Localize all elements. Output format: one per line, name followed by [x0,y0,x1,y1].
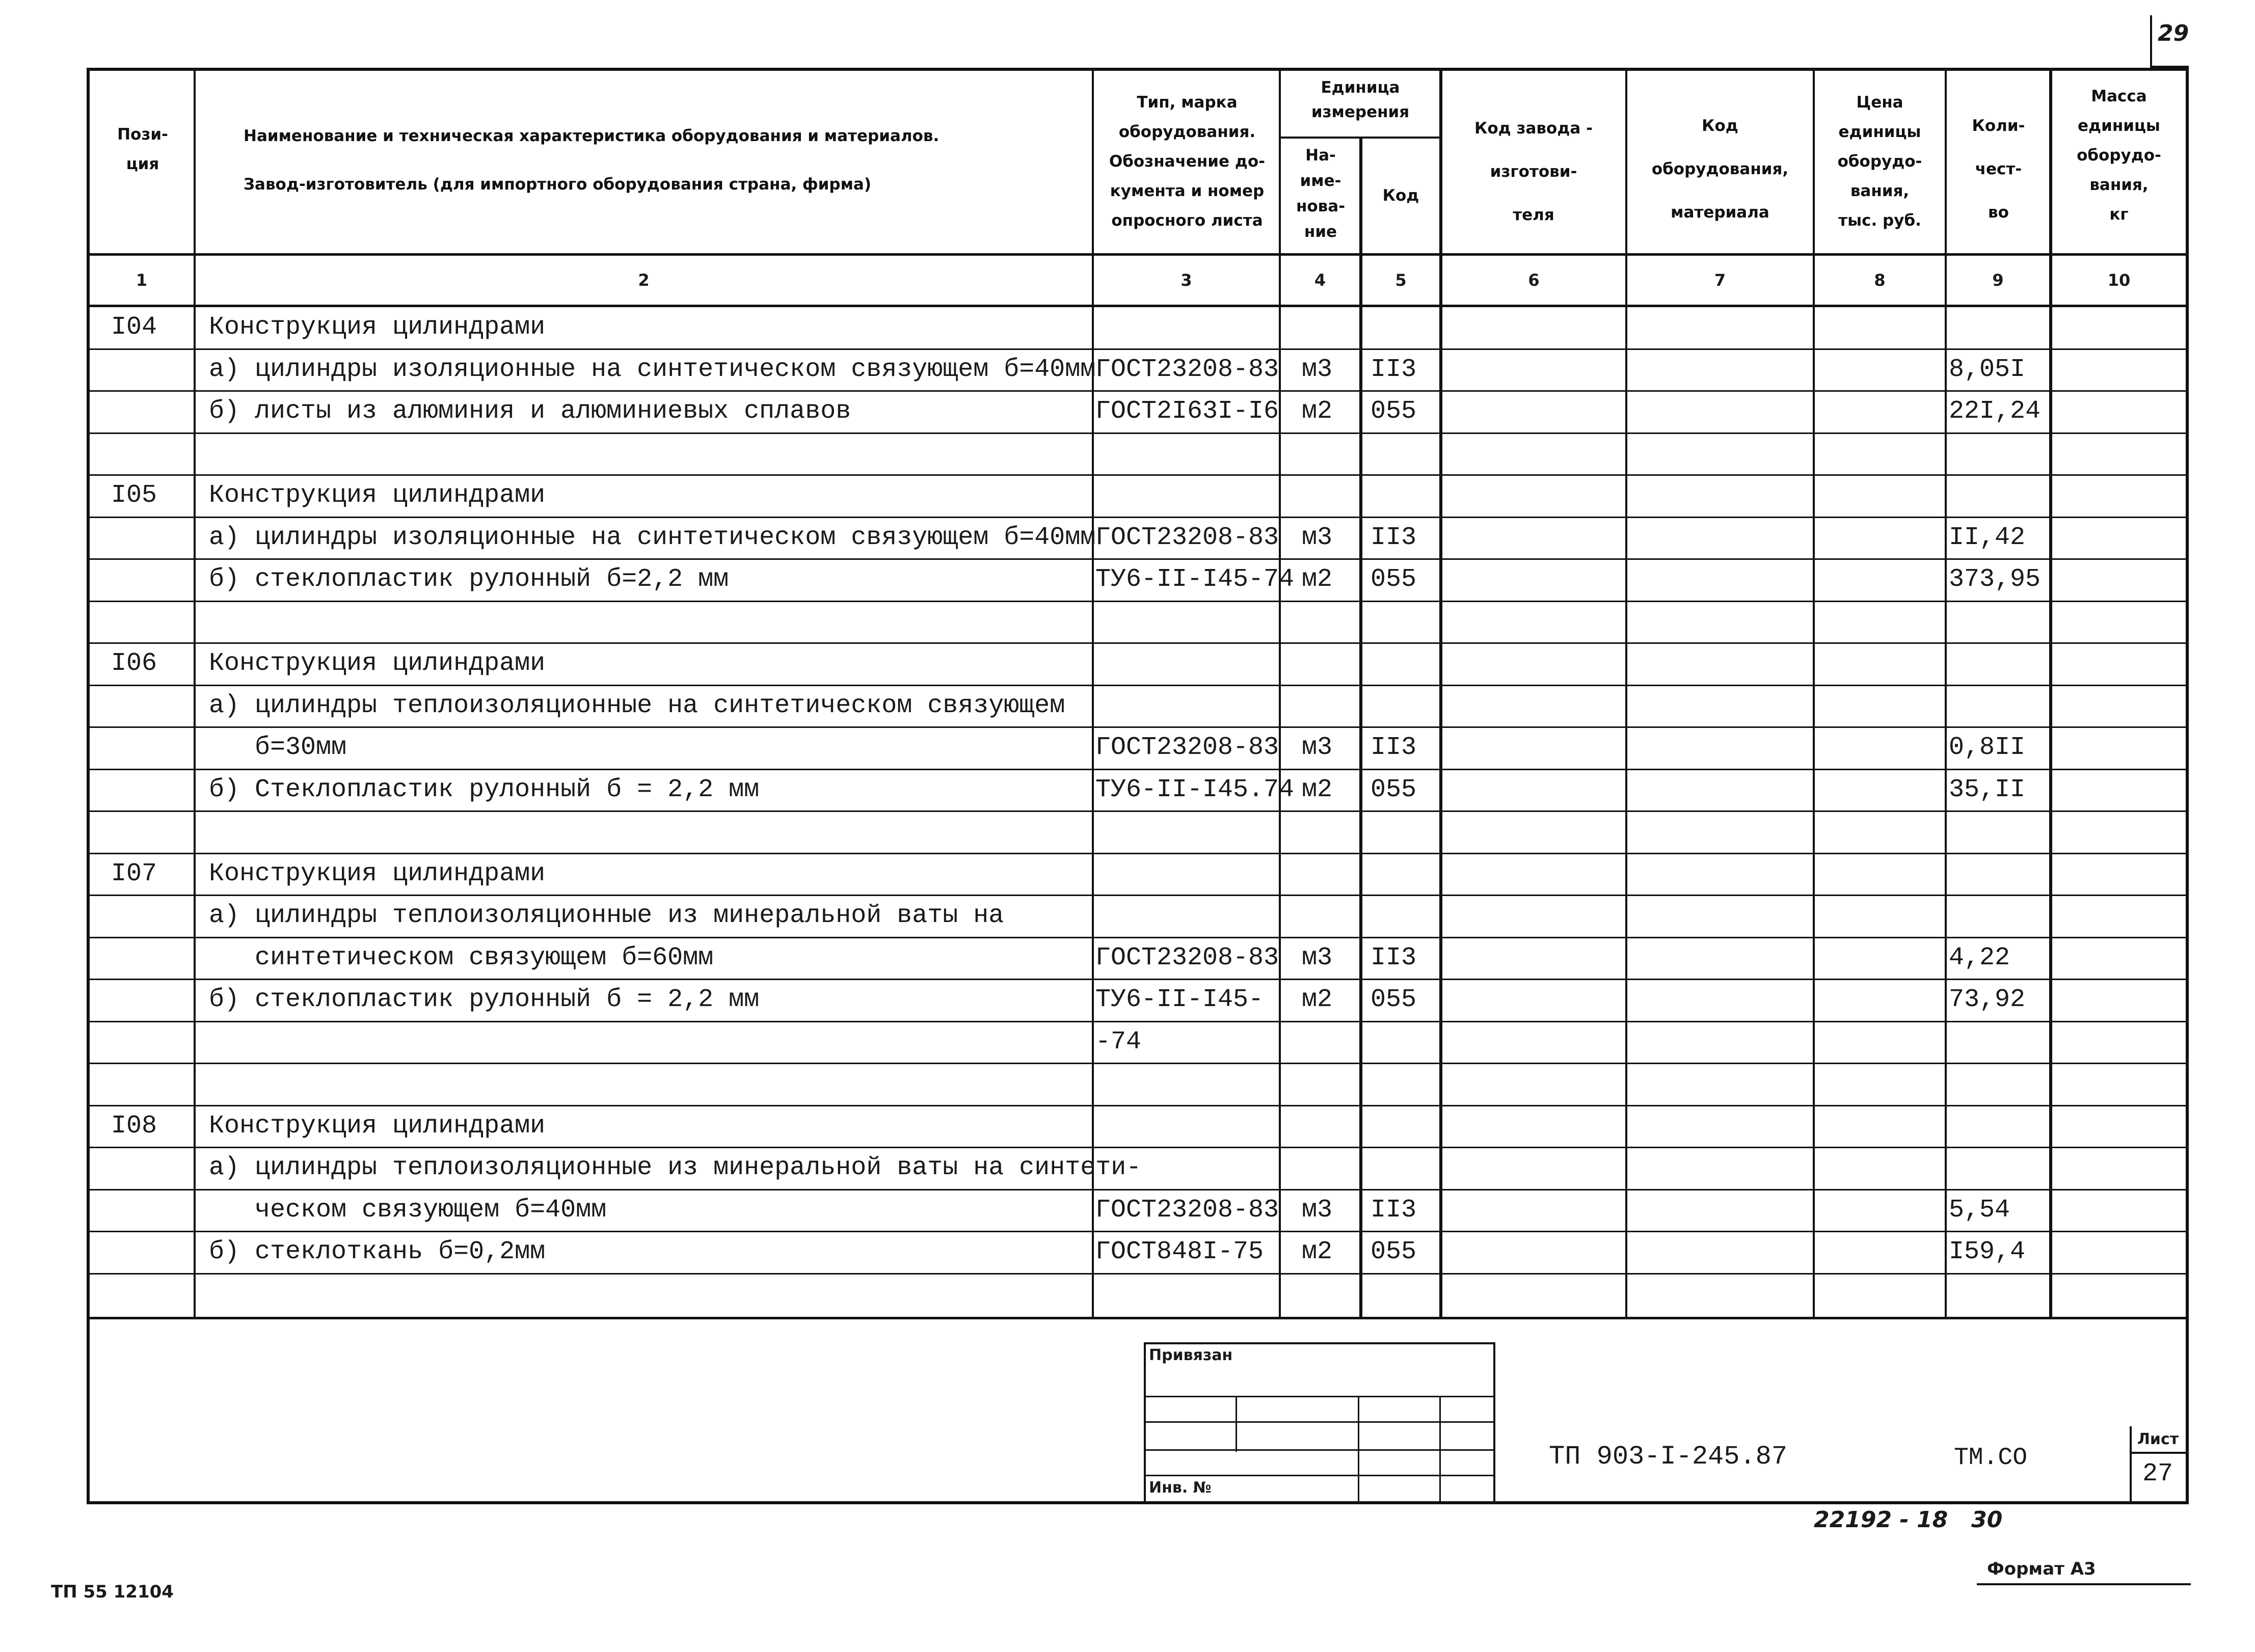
row-quantity: 73,92 [1949,985,2026,1014]
row-line [87,1147,2189,1148]
format-underline [1977,1583,2191,1585]
header-type-line-1: Тип, марка [1137,93,1238,112]
header-type-line-3: Обозначение до- [1109,152,1266,171]
row-name: Конструкция цилиндрами [209,481,546,510]
row-quantity: 8,05I [1949,355,2026,384]
format-label: Формат А3 [1987,1559,2096,1579]
header-name [244,112,1084,209]
stamp-vline-1 [1236,1396,1237,1452]
row-document: ГОСТ23208-83 [1095,733,1279,762]
row-document: ГОСТ2I63I-I6 [1095,397,1279,426]
header-mass-line-2: единицы [2078,117,2160,135]
row-code: II3 [1371,943,1417,972]
header-name-line-1: Наименование и техническая характеристика оборудования и материалов. [244,127,939,145]
col-divider-6 [1625,68,1627,1318]
header-unit-name-line-4: ние [1304,223,1337,241]
header-mass-line-5: кг [2109,205,2129,224]
stamp-line-3 [1144,1449,1495,1451]
row-line [87,937,2189,938]
row-code: 055 [1371,775,1417,804]
header-price-line-4: вания, [1850,182,1910,200]
row-line [87,853,2189,854]
row-document: ГОСТ23208-83 [1095,943,1279,972]
stamp-line-2 [1144,1421,1495,1423]
row-line [87,517,2189,518]
col-divider-2 [1092,68,1094,1318]
row-unit: м2 [1302,775,1333,804]
header-type-line-2: оборудования. [1118,123,1256,141]
row-line [87,1063,2189,1064]
header-type-line-4: кумента и номер [1110,182,1265,200]
row-unit: м3 [1302,1196,1333,1225]
column-number-2: 2 [638,270,650,290]
row-line [87,390,2189,392]
corner-box-left [2150,15,2152,68]
header-unit-name-line-2: име- [1300,172,1341,190]
row-code: II3 [1371,733,1417,762]
row-document: -74 [1095,1027,1142,1057]
row-document: ТУ6-II-I45-74 [1095,565,1295,594]
header-price-line-3: оборудо- [1837,152,1922,171]
table-bottom-line [87,1317,2189,1319]
row-document: ГОСТ23208-83 [1095,355,1279,384]
row-quantity: 4,22 [1949,943,2010,972]
row-name: а) цилиндры теплоизоляционные на синтетическом связующем [209,691,1065,720]
header-quantity-line-1: Коли- [1972,117,2025,135]
row-position: I04 [111,313,157,342]
row-line [87,810,2189,812]
row-quantity: 22I,24 [1949,397,2041,426]
header-unit-group [1280,75,1441,124]
row-line [87,1273,2189,1275]
header-unit-name [1280,143,1361,245]
col-divider-4 [1359,137,1362,1318]
row-position: I08 [111,1112,157,1141]
header-mass-line-3: оборудо- [2077,146,2161,165]
row-code: II3 [1371,523,1417,552]
column-number-7: 7 [1714,270,1726,290]
header-mass-line-1: Масса [2091,87,2147,105]
col-divider-9 [2049,68,2052,1318]
col-divider-7 [1813,68,1815,1318]
column-number-4: 4 [1314,270,1326,290]
row-name: Конструкция цилиндрами [209,313,546,342]
header-type [1095,88,1279,235]
sheet-box-divider [2130,1452,2189,1454]
col-divider-1 [194,68,196,1318]
row-line [87,642,2189,644]
header-factory-line-2: изготови- [1490,163,1577,181]
row-name: а) цилиндры теплоизоляционные из минеральной ваты на [209,901,1004,930]
row-line [87,979,2189,980]
stamp-inv-label: Инв. № [1149,1479,1212,1497]
row-name: синтетическом связующем б=60мм [209,943,714,972]
row-document: ТУ6-II-I45.74 [1095,775,1295,804]
row-line [87,1231,2189,1232]
header-unit-code: Код [1382,186,1419,205]
header-mass-line-4: вания, [2089,176,2149,194]
row-line [87,1021,2189,1022]
handwritten-number: 22192 - 18 30 [1814,1507,2003,1533]
corner-sheet-number: 29 [2158,20,2189,46]
row-line [87,348,2189,350]
sheet-label: Лист [2137,1430,2179,1448]
row-name: а) цилиндры изоляционные на синтетическом связующем б=40мм [209,355,1096,384]
frame-right-border [2186,68,2189,1504]
column-number-8: 8 [1874,270,1886,290]
row-line [87,1189,2189,1190]
header-mass [2052,82,2186,229]
doc-section: ТМ.СО [1954,1444,2028,1472]
stamp-vline-3 [1439,1396,1441,1503]
row-quantity: II,42 [1949,523,2026,552]
row-unit: м2 [1302,397,1333,426]
row-name: а) цилиндры теплоизоляционные из минеральной ваты на синтети- [209,1153,1142,1182]
row-quantity: I59,4 [1949,1237,2026,1266]
row-document: ГОСТ848I-75 [1095,1237,1264,1266]
row-code: II3 [1371,1196,1417,1225]
row-position: I05 [111,481,157,510]
row-name: б) стеклопластик рулонный б=2,2 мм [209,565,729,594]
row-position: I07 [111,859,157,888]
header-price-line-1: Цена [1856,93,1903,112]
col-divider-3 [1279,68,1281,1318]
corner-box-bottom [2150,66,2189,68]
sheet-box-left [2130,1426,2132,1503]
stamp-bound-label: Привязан [1149,1346,1233,1364]
header-quantity-line-3: во [1988,203,2009,222]
header-factory-line-3: теля [1513,206,1554,224]
print-code: ТП 55 12104 [51,1582,174,1602]
header-unit-line-2: измерения [1311,103,1410,121]
row-line [87,601,2189,602]
column-number-1: 1 [136,270,148,290]
header-equipment-line-2: оборудования, [1651,160,1789,178]
header-bottom-line [87,253,2189,256]
row-line [87,1105,2189,1106]
row-name: б=30мм [209,733,347,762]
row-line [87,474,2189,476]
stamp-box-top [1144,1342,1495,1344]
sheet-number: 27 [2142,1459,2173,1488]
column-number-9: 9 [1992,270,2004,290]
header-position-line-2: ция [126,155,159,173]
row-line [87,432,2189,434]
row-code: 055 [1371,397,1417,426]
row-name: б) стеклоткань б=0,2мм [209,1237,546,1266]
row-unit: м3 [1302,355,1333,384]
row-document: ТУ6-II-I45- [1095,985,1264,1014]
header-price-line-2: единицы [1838,123,1921,141]
stamp-vline-2 [1358,1396,1359,1503]
header-unit-name-line-1: На- [1305,146,1336,165]
header-equipment-line-3: материала [1671,203,1769,222]
row-name: Конструкция цилиндрами [209,859,546,888]
row-name: б) Стеклопластик рулонный б = 2,2 мм [209,775,760,804]
row-name: б) листы из алюминия и алюминиевых сплавов [209,397,851,426]
column-number-10: 10 [2107,270,2131,290]
row-code: II3 [1371,355,1417,384]
row-unit: м3 [1302,733,1333,762]
header-factory-code [1442,107,1625,237]
row-quantity: 0,8II [1949,733,2026,762]
doc-designation: ТП 903-I-245.87 [1549,1442,1788,1472]
row-name: а) цилиндры изоляционные на синтетическом связующем б=40мм [209,523,1096,552]
row-unit: м3 [1302,523,1333,552]
header-price-line-5: тыс. руб. [1838,211,1921,230]
colnum-bottom-line [87,305,2189,307]
header-name-line-2: Завод-изготовитель (для импортного оборудования страна, фирма) [244,175,872,194]
frame-bottom-border [87,1501,2189,1504]
row-line [87,769,2189,770]
row-unit: м2 [1302,1237,1333,1266]
frame-top-border [87,68,2189,71]
row-unit: м2 [1302,985,1333,1014]
row-quantity: 373,95 [1949,565,2041,594]
row-line [87,558,2189,560]
header-position [92,120,194,179]
row-unit: м2 [1302,565,1333,594]
row-name: ческом связующем б=40мм [209,1196,607,1225]
stamp-line-1 [1144,1396,1495,1397]
header-price [1815,88,1945,235]
row-line [87,895,2189,896]
header-position-line-1: Пози- [117,125,168,144]
header-unit-name-line-3: нова- [1296,197,1346,215]
header-factory-line-1: Код завода - [1474,119,1593,138]
header-unit-line-1: Единица [1321,78,1400,97]
row-name: Конструкция цилиндрами [209,1112,546,1141]
row-code: 055 [1371,985,1417,1014]
row-name: Конструкция цилиндрами [209,649,546,678]
header-equipment-line-1: Код [1702,117,1738,135]
header-quantity-line-2: чест- [1975,160,2022,178]
row-line [87,726,2189,728]
header-quantity [1947,104,2050,234]
row-document: ГОСТ23208-83 [1095,523,1279,552]
row-document: ГОСТ23208-83 [1095,1196,1279,1225]
col-divider-8 [1945,68,1947,1318]
column-number-6: 6 [1528,270,1540,290]
row-line [87,685,2189,686]
col-divider-5 [1439,68,1442,1318]
header-type-line-5: опросного листа [1111,211,1263,230]
row-code: 055 [1371,1237,1417,1266]
row-quantity: 5,54 [1949,1196,2010,1225]
row-position: I06 [111,649,157,678]
stamp-line-4 [1144,1475,1495,1476]
row-quantity: 35,II [1949,775,2026,804]
column-number-5: 5 [1395,270,1407,290]
column-number-3: 3 [1180,270,1192,290]
row-unit: м3 [1302,943,1333,972]
row-name: б) стеклопластик рулонный б = 2,2 мм [209,985,760,1014]
header-equipment-code [1627,104,1813,234]
row-code: 055 [1371,565,1417,594]
